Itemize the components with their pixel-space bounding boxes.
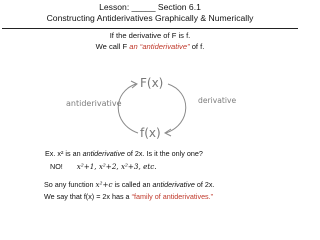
called-an-text: is called an — [112, 180, 153, 189]
lesson-title: Lesson: _____ Section 6.1 — [99, 2, 201, 12]
we-say-prefix: We say that f(x) = 2x has a — [44, 192, 132, 201]
intro-line-2-suffix: of f. — [189, 42, 205, 51]
general-antiderivative: x²+c — [95, 180, 113, 189]
example-line-4 — [44, 191, 213, 203]
section-title: Constructing Antiderivatives Graphically & Numerically — [46, 13, 254, 23]
intro-line-1: If the derivative of F is f. — [109, 31, 191, 40]
example-line-2 — [50, 161, 157, 173]
antiderivative-arrow — [118, 84, 138, 133]
derivative-arrow — [166, 84, 186, 133]
ex-mid-text: is an — [63, 149, 83, 158]
family-of-antiderivatives: “family of antiderivatives.” — [131, 192, 214, 201]
so-any-prefix: So any function — [44, 180, 96, 189]
derivative-label: derivative — [198, 96, 237, 105]
of-2x-text: of 2x. — [194, 180, 215, 189]
example-line-3 — [44, 179, 214, 191]
intro-line-2-prefix: We call F — [95, 42, 130, 51]
no-answer: NO! — [50, 162, 63, 171]
F-of-x-node: F(x) — [140, 76, 164, 90]
ex-expression: x² — [57, 149, 64, 158]
ex-question: of 2x. Is it the only one? — [124, 149, 203, 158]
ex-prefix: Ex. — [45, 149, 58, 158]
antiderivative-quote: an “antiderivative” — [129, 42, 190, 51]
antiderivative-word-2: antiderivative — [152, 180, 195, 189]
f-of-x-node: f(x) — [140, 126, 161, 140]
example-line-1 — [45, 148, 203, 160]
ex-antiderivative-word: antiderivative — [82, 149, 125, 158]
antiderivative-examples: x²+1, x²+2, x²+3, etc. — [76, 162, 157, 171]
antiderivative-label: antiderivative — [66, 99, 122, 108]
